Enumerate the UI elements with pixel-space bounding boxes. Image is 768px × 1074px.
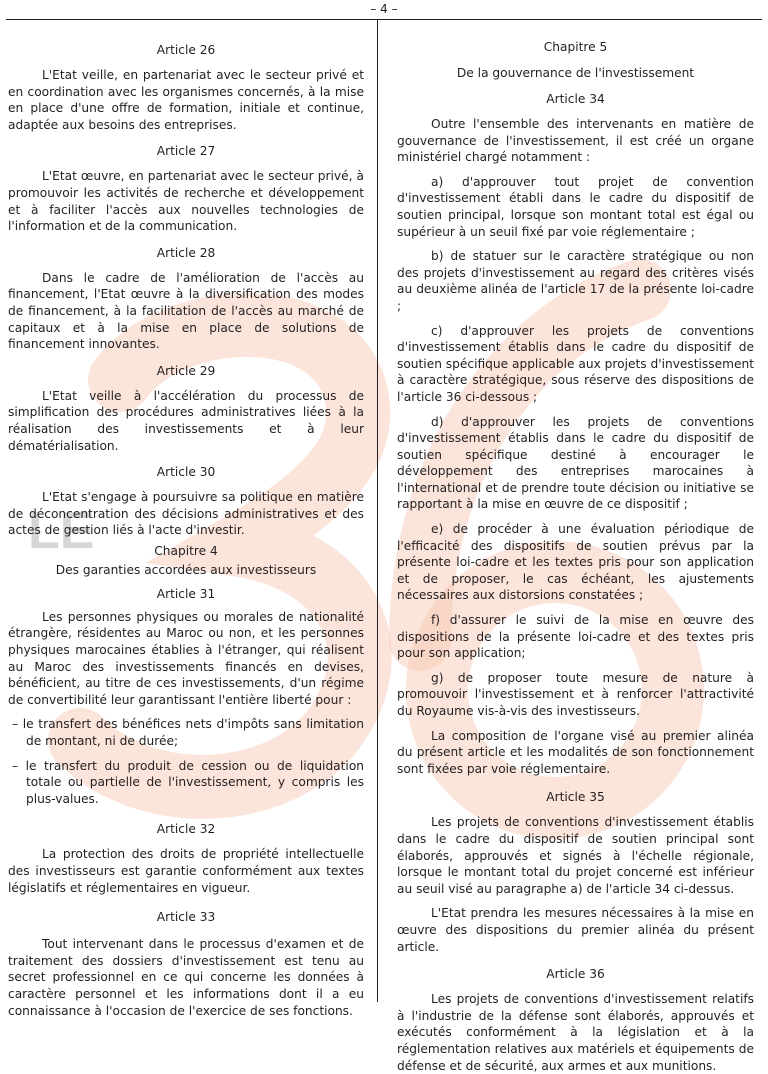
paragraph: Dans le cadre de l'amélioration de l'accès au financement, l'Etat œuvre à la diversification des modes de financement, à la facilitation de l'accès au marché de capitaux et à la mise en place de solutions de financement innovantes. <box>8 270 364 352</box>
page-header <box>0 2 768 18</box>
section-heading: Des garanties accordées aux investisseurs <box>55 562 317 577</box>
section-heading: Chapitre 5 <box>543 40 608 54</box>
paragraph: Outre l'ensemble des intervenants en matière de gouvernance de l'investissement, il est créé un organe ministériel chargé notamment : <box>397 117 754 165</box>
section-heading: Article 28 <box>156 245 216 260</box>
header-rule <box>6 19 762 20</box>
paragraph: f) d'assurer le suivi de la mise en œuvre des dispositions de la présente loi-cadre et des textes pris pour son application; <box>397 613 754 661</box>
paragraph: La protection des droits de propriété intellectuelle des investisseurs est garantie conformément aux textes législatifs et réglementaires en vigueur. <box>8 847 364 895</box>
section-heading: Article 30 <box>156 465 216 480</box>
paragraph: Les projets de conventions d'investissement relatifs à l'industrie de la défense sont élaborés, approuvés et exécutés conformément à la législation et à la réglementation relatives aux matériels et équipements de défense et de sécurité, aux armes et aux munitions. <box>397 992 754 1073</box>
paragraph: L'Etat veille, en partenariat avec le secteur privé et en coordination avec les organismes concernés, à la mise en place d'une offre de formation, initiale et continue, adaptée aux besoins des entreprises. <box>8 68 364 132</box>
paragraph: L'Etat s'engage à poursuivre sa politique en matière de déconcentration des décisions administratives et des actes de gestion liés à l'acte d'investir. <box>8 490 364 538</box>
list-item: – le transfert du produit de cession ou de liquidation totale ou partielle de l'investissement, y compris les plus-values. <box>12 758 364 806</box>
paragraph: d) d'approuver les projets de conventions d'investissement établis dans le cadre du dispositif de soutien spécifique destiné à encourager le développement des entreprises marocaines à l'international et de prendre toute décision ou initiative se rapportant à la mise en œuvre de ce dispositif ; <box>397 414 754 512</box>
paragraph: a) d'approuver tout projet de convention d'investissement établi dans le cadre du dispositif de soutien principal, lorsque son montant total est égal ou supérieur à un seuil fixé par voie réglementaire ; <box>397 174 754 239</box>
column-divider <box>377 19 378 1002</box>
page-number: – 4 – <box>370 2 398 16</box>
paragraph: Tout intervenant dans le processus d'examen et de traitement des dossiers d'investissement est tenu au secret professionnel en ce qui concerne les données à caractère personnel et les informations dont il a eu connaissance à l'occasion de l'exercice de ses fonctions. <box>8 937 364 1018</box>
paragraph: Les projets de conventions d'investissement établis dans le cadre du dispositif de soutien principal sont élaborés, approuvés et signés à l'échelle régionale, lorsque le montant total du projet concerné est inférieur au seuil visé au paragraphe a) de l'article 34 ci-dessus. <box>397 815 754 896</box>
section-heading: Article 35 <box>546 790 605 805</box>
paragraph: c) d'approuver les projets de conventions d'investissement établis dans le cadre du dispositif de soutien spécifique applicable aux projets d'investissement à caractère stratégique, sous réserve des dispositions de l'article 36 ci-dessous ; <box>397 323 754 404</box>
paragraph: L'Etat prendra les mesures nécessaires à la mise en œuvre des dispositions du premier alinéa du présent article. <box>397 906 754 954</box>
right-column <box>397 30 754 1074</box>
paragraph: e) de procéder à une évaluation périodique de l'efficacité des dispositifs de soutien prévus par la présente loi-cadre et les textes pris pour son application et de proposer, le cas échéant, les ajustements nécessaires aux distorsions constatées ; <box>397 522 754 603</box>
section-heading: Article 36 <box>546 967 605 982</box>
paragraph: g) de proposer toute mesure de nature à promouvoir l'investissement et à renforcer l'attractivité du Royaume vis-à-vis des investisseurs. <box>397 670 754 718</box>
section-heading: Article 29 <box>156 363 216 378</box>
section-heading: De la gouvernance de l'investissement <box>456 66 695 80</box>
section-heading: Article 26 <box>156 43 216 57</box>
section-heading: Article 32 <box>156 822 216 837</box>
left-column <box>8 30 364 1019</box>
paragraph: b) de statuer sur le caractère stratégique ou non des projets d'investissement au regard des critères visés au deuxième alinéa de l'article 17 de la présente loi-cadre ; <box>397 249 754 313</box>
paragraph: Les personnes physiques ou morales de nationalité étrangère, résidentes au Maroc ou non, et les personnes physiques marocaines établies à l'étranger, qui réalisent au Maroc des investissements financés en devises, bénéficient, au titre de ces investissements, d'un régime de convertibilité leur garantissant l'entière liberté pour : <box>8 609 364 707</box>
section-heading: Article 27 <box>156 144 216 159</box>
watermark-text: LE <box>28 502 95 560</box>
paragraph: L'Etat veille à l'accélération du processus de simplification des procédures administratives liées à la réalisation des investissements et à leur dématérialisation. <box>8 388 364 453</box>
paragraph: La composition de l'organe visé au premier alinéa du présent article et les modalités de son fonctionnement sont fixées par voie réglementaire. <box>397 728 754 776</box>
section-heading: Article 33 <box>156 910 216 925</box>
paragraph: L'Etat œuvre, en partenariat avec le secteur privé, à promouvoir les activités de recherche et développement et à faciliter l'accès aux nouvelles technologies de l'information et de la communication. <box>8 169 364 234</box>
list-item: – le transfert des bénéfices nets d'impôts sans limitation de montant, ni de durée; <box>12 717 364 749</box>
section-heading: Chapitre 4 <box>154 543 218 558</box>
section-heading: Article 31 <box>156 586 216 601</box>
section-heading: Article 34 <box>546 92 605 106</box>
